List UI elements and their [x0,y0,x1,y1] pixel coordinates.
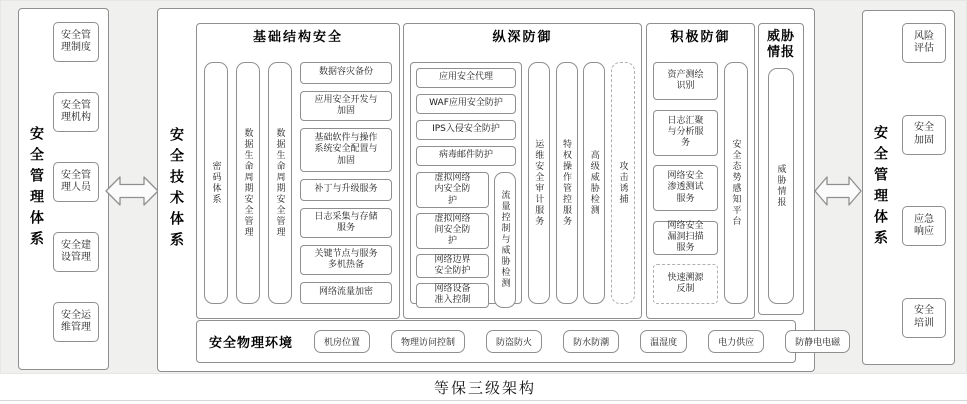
bar-attack-decoy: 攻击诱捕 [611,62,635,304]
active-defense-title: 积极防御 [670,30,731,45]
section-threat-intelligence [758,23,804,315]
right-panel-items [897,11,954,364]
right-item-incident-response: 应急响应 [902,206,946,246]
infrastructure-security-content [204,62,392,304]
bottom-divider [0,400,967,401]
security-technology-panel [157,8,841,372]
defense-in-depth-content [410,62,635,304]
left-item-security-policy: 安全管理制度 [53,22,99,62]
box-patch-upgrade-service: 补丁与升级服务 [300,179,392,201]
bar-threat-intelligence: 威胁情报 [768,68,794,305]
box-device-access-control: 网络设备准入控制 [416,283,489,308]
box-network-boundary-protection: 网络边界安全防护 [416,254,489,279]
box-secure-app-development: 应用安全开发与加固 [300,91,392,121]
box-antistatic-electromagnetic: 防静电电磁 [785,330,850,353]
threat-intelligence-title: 威胁情报 [766,29,795,61]
box-os-security-hardening: 基础软件与操作系统安全配置与加固 [300,128,392,172]
left-item-operations-management: 安全运维管理 [53,302,99,342]
section-infrastructure-security [196,23,400,319]
left-panel-title: 安全管理体系 [28,126,44,252]
box-theft-fire-prevention: 防盗防火 [486,330,542,353]
left-item-security-organization: 安全管理机构 [53,92,99,132]
infrastructure-security-title: 基础结构安全 [252,30,343,45]
right-panel-title: 安全管理体系 [872,124,888,251]
bar-advanced-threat-detection: 高级威胁检测 [583,62,605,304]
box-rapid-traceback-counter: 快速溯源反制 [653,264,718,304]
box-water-moisture-prevention: 防水防潮 [563,330,619,353]
left-security-management-panel [18,8,109,370]
box-asset-mapping: 资产测绘识别 [653,62,718,100]
left-item-construction-management: 安全建设管理 [53,232,99,272]
right-security-management-panel [862,10,955,365]
defense-narrow-row [416,172,516,308]
left-panel-items [53,9,108,369]
section-physical-environment [196,320,841,363]
tech-panel-title: 安全技术体系 [168,127,184,253]
bar-traffic-control-threat-detection: 流量控制与威胁检测 [494,172,516,308]
box-log-collection-storage: 日志采集与存储服务 [300,208,392,238]
box-ips-protection: IPS入侵安全防护 [416,120,516,140]
infrastructure-box-column [300,62,392,304]
right-item-security-training: 安全培训 [902,298,946,338]
box-app-security-proxy: 应用安全代理 [416,68,516,88]
box-data-disaster-backup: 数据容灾备份 [300,62,392,84]
box-physical-access-control: 物理访问控制 [391,330,465,353]
bar-crypto-system: 密码体系 [204,62,228,304]
bar-ops-security-audit: 运维安全审计服务 [528,62,550,304]
box-intra-vnet-protection: 虚拟网络内安全防护 [416,172,489,208]
active-defense-content [653,62,748,304]
right-double-arrow-icon [813,172,863,210]
active-defense-box-column [653,62,718,304]
box-virus-mail-protection: 病毒邮件防护 [416,146,516,166]
box-traffic-encryption: 网络流量加密 [300,282,392,304]
section-defense-in-depth [403,23,642,319]
right-item-security-hardening: 安全加固 [902,115,946,155]
box-hot-standby: 关键节点与服务多机热备 [300,245,392,275]
box-machine-room-location: 机房位置 [314,330,370,353]
box-vulnerability-scanning: 网络安全漏洞扫描服务 [653,221,718,255]
physical-environment-title: 安全物理环境 [209,336,294,351]
box-power-supply: 电力供应 [708,330,764,353]
bar-data-lifecycle-security-1: 数据生命周期安全管理 [236,62,260,304]
box-log-aggregation-analysis: 日志汇聚与分析服务 [653,110,718,156]
box-waf-protection: WAF应用安全防护 [416,94,516,114]
box-temperature-humidity: 温湿度 [640,330,687,353]
box-penetration-testing: 网络安全渗透测试服务 [653,165,718,211]
bar-privileged-operation-control: 特权操作管控服务 [556,62,578,304]
bar-data-lifecycle-security-2: 数据生命周期安全管理 [268,62,292,304]
box-inter-vnet-protection: 虚拟网络间安全防护 [416,213,489,249]
right-item-risk-assessment: 风险评估 [902,23,946,63]
defense-in-depth-title: 纵深防御 [492,30,553,45]
bar-situation-awareness-platform: 安全态势感知平台 [724,62,748,304]
defense-inner-group [410,62,522,304]
left-double-arrow-icon [104,172,160,210]
diagram-caption: 等保三级架构 [433,381,536,397]
section-active-defense [646,23,755,319]
defense-narrow-column [416,172,489,308]
left-item-security-personnel: 安全管理人员 [53,162,99,202]
